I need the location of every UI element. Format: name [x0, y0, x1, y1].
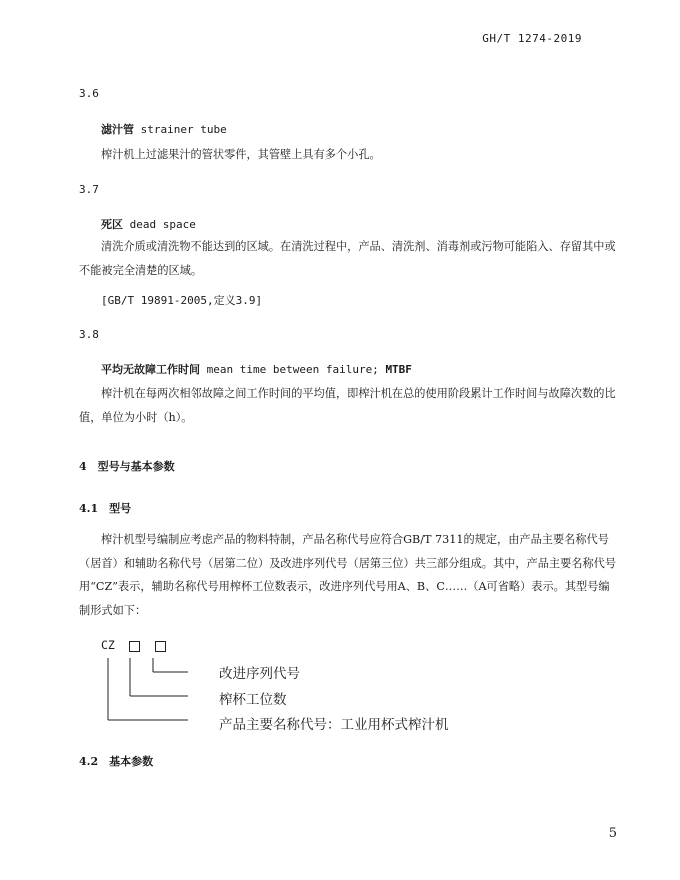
term-3-8: [101, 361, 412, 377]
term-3-6-cn: 滤汁管: [101, 123, 134, 136]
clause-3-6-number: 3.6: [79, 87, 99, 100]
clause-3-7-number: 3.7: [79, 183, 99, 196]
definition-3-8: 榨汁机在每两次相邻故障之间工作时间的平均值，即榨汁机在总的使用阶段累计工作时间与故障次数的比值，单位为小时（h）。: [79, 387, 616, 424]
term-3-7: [101, 216, 196, 232]
label-station-count: 榨杯工位数: [219, 692, 287, 708]
label-main-name-code: 产品主要名称代号：工业用杯式榨汁机: [219, 717, 449, 733]
section-4-1-title: 4.1 型号: [79, 502, 132, 515]
term-3-6-en: strainer tube: [134, 123, 227, 136]
term-3-8-abbr: MTBF: [385, 363, 412, 376]
section-4-2-title: 4.2 基本参数: [79, 755, 154, 768]
page-number: 5: [608, 826, 617, 841]
model-code-cz: CZ: [101, 638, 115, 652]
term-3-6: [101, 121, 227, 137]
term-3-7-en: dead space: [123, 218, 196, 231]
section-4-title: 4 型号与基本参数: [79, 460, 175, 473]
section-4-1-paragraph: 榨汁机型号编制应考虑产品的物料特制，产品名称代号应符合GB/T 7311的规定，由产品主要名称代号（居首）和辅助名称代号（居第二位）及改进序列代号（居第三位）共三部分组成。其中，产品主要名称代号用“CZ”表示，辅助名称代号用榨杯工位数表示，改进序列代号用A、B、C……（A可省略）表示。其型号编制形式如下：: [79, 533, 617, 617]
designation-bracket-lines: [100, 650, 210, 740]
term-3-7-cn: 死区: [101, 218, 123, 231]
standard-code: GH/T 1274-2019: [482, 32, 582, 45]
clause-3-8-number: 3.8: [79, 328, 99, 341]
label-series-code: 改进序列代号: [219, 666, 300, 682]
definition-3-6: 榨汁机上过滤果汁的管状零件，其管壁上具有多个小孔。: [101, 148, 381, 161]
term-3-8-en: mean time between failure;: [200, 363, 386, 376]
definition-3-7: 清洗介质或清洗物不能达到的区域。在清洗过程中，产品、清洗剂、消毒剂或污物可能陷入、存留其中或不能被完全清楚的区域。: [79, 240, 616, 277]
term-3-8-cn: 平均无故障工作时间: [101, 363, 200, 376]
reference-3-7: [GB/T 19891-2005,定义3.9]: [101, 294, 263, 307]
